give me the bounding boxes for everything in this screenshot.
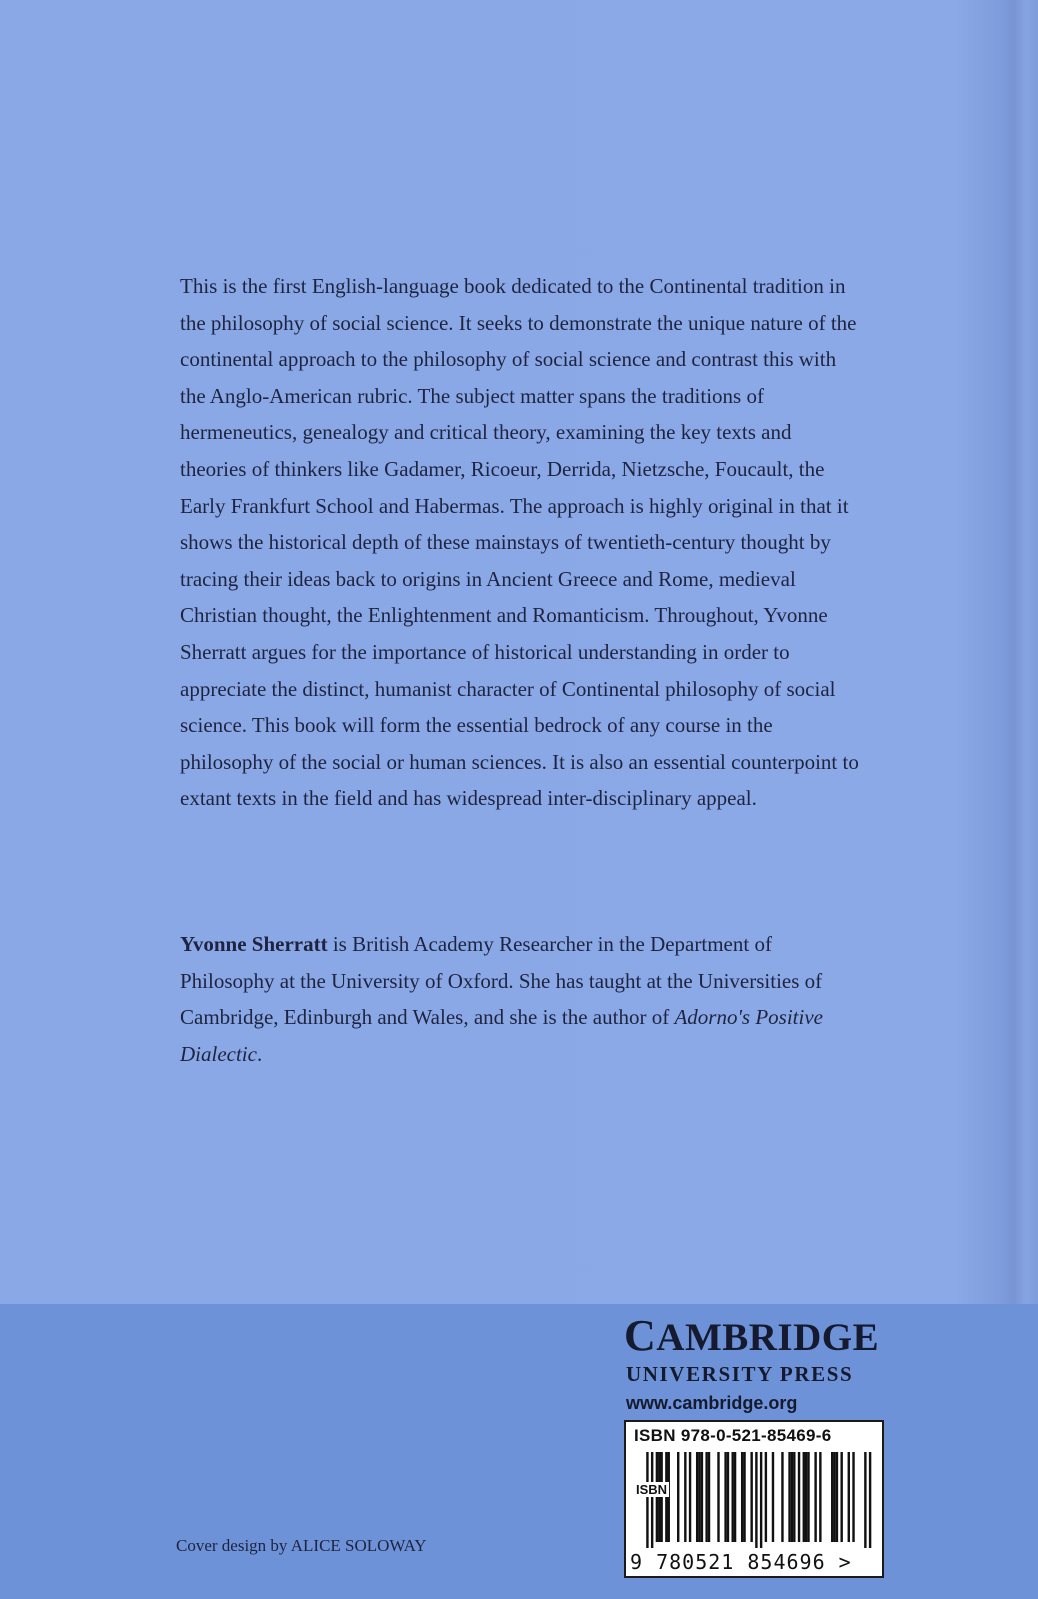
barcode-bar — [701, 1452, 703, 1542]
barcode-bar — [760, 1452, 762, 1548]
barcode-bar — [698, 1452, 700, 1542]
barcode-bar — [814, 1452, 816, 1542]
barcode-bar — [741, 1452, 743, 1542]
barcode-bar — [656, 1452, 658, 1542]
barcode-bar — [840, 1452, 842, 1542]
barcode-bar — [831, 1452, 833, 1542]
author-bio-text: is British Academy Researcher in the Department of Philosophy at the University of Oxford. She has taught at the Universities of Cambridge, Edinburgh and Wales, and she is the author of — [180, 932, 823, 1030]
barcode-bar — [798, 1452, 800, 1542]
publisher-name-initial: C — [624, 1311, 657, 1360]
author-bio — [180, 926, 860, 1072]
barcode-bar — [788, 1452, 790, 1542]
publisher-name-rest: AMBRIDGE — [656, 1316, 880, 1359]
barcode-bar — [765, 1452, 767, 1542]
isbn-barcode — [624, 1420, 884, 1578]
barcode-bar — [836, 1452, 838, 1542]
barcode-bar — [864, 1452, 866, 1548]
barcode-bar — [646, 1452, 648, 1548]
barcode-bar — [781, 1452, 783, 1542]
barcode-bar — [869, 1452, 871, 1548]
barcode-bar — [677, 1452, 679, 1542]
barcode-bar — [708, 1452, 710, 1542]
publisher-logo — [624, 1311, 884, 1414]
barcode-bar — [852, 1452, 854, 1542]
barcode-bar — [684, 1452, 686, 1542]
barcode-bar — [750, 1452, 752, 1542]
publisher-url: www.cambridge.org — [626, 1393, 798, 1413]
book-description: This is the first English-language book dedicated to the Continental tradition in the philosophy of social science. It seeks to demonstrate the unique nature of the continental approach to the philosophy of social science and contrast this with the Anglo-American rubric. The subject matter spans the traditions of hermeneutics, genealogy and critical theory, examining the key texts and theories of thinkers like Gadamer, Ricoeur, Derrida, Nietzsche, Foucault, the Early Frankfurt School and Habermas. The approach is highly original in that it shows the historical depth of these mainstays of twentieth-century thought by tracing their ideas back to origins in Ancient Greece and Rome, medieval Christian thought, the Enlightenment and Romanticism. Throughout, Yvonne Sherratt argues for the importance of historical understanding in order to appreciate the distinct, humanist character of Continental philosophy of social science. This book will form the essential bedrock of any course in the philosophy of the social or human sciences. It is also an essential counterpoint to extant texts in the field and has widespread inter-disciplinary appeal. — [180, 274, 859, 811]
barcode-bar — [660, 1452, 662, 1542]
barcode-bar — [848, 1452, 850, 1542]
ean-digits: 9 780521 854696 > — [630, 1550, 852, 1574]
barcode-bar — [668, 1452, 670, 1542]
previous-book-title: Adorno's Positive Dialectic — [180, 1005, 823, 1066]
barcode-bar — [772, 1452, 774, 1542]
barcode-bars — [632, 1452, 876, 1548]
barcode-bar — [717, 1452, 719, 1542]
barcode-bar — [658, 1452, 660, 1542]
author-name: Yvonne Sherratt — [180, 932, 328, 956]
barcode-bar — [807, 1452, 809, 1542]
barcode-bar — [743, 1452, 745, 1542]
barcode-bar — [734, 1452, 736, 1542]
barcode-bar — [689, 1452, 691, 1542]
barcode-bar — [755, 1452, 757, 1548]
barcode-bar — [819, 1452, 821, 1542]
barcode-bar — [805, 1452, 807, 1542]
barcode-bar — [732, 1452, 734, 1542]
barcode-bar — [803, 1452, 805, 1542]
barcode-bar — [793, 1452, 795, 1542]
barcode-bar — [651, 1452, 653, 1548]
isbn-side-label: ISBN — [636, 1482, 668, 1497]
barcode-bar — [791, 1452, 793, 1542]
barcode-bar — [665, 1452, 667, 1542]
publisher-subtitle: UNIVERSITY PRESS — [626, 1362, 854, 1386]
barcode-bar — [727, 1452, 729, 1542]
barcode-bar — [705, 1452, 707, 1542]
barcode-bar — [724, 1452, 726, 1542]
publisher-name — [624, 1311, 884, 1360]
author-bio-end: . — [256, 1041, 263, 1066]
cover-design-credit: Cover design by ALICE SOLOWAY — [176, 1536, 427, 1555]
barcode-bar — [696, 1452, 698, 1542]
barcode-bar — [833, 1452, 835, 1542]
isbn-label: ISBN 978-0-521-85469-6 — [634, 1426, 832, 1445]
